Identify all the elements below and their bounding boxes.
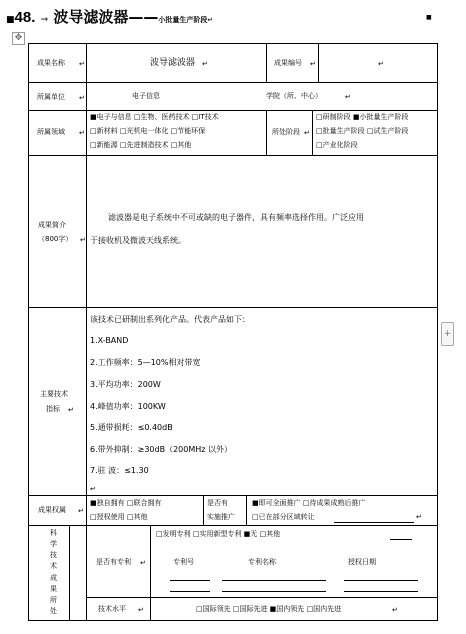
stage-options-2[interactable]: □批量生产阶段 □试生产阶段 — [316, 127, 409, 135]
cell-mark: ↵ — [90, 485, 96, 493]
cell-mark: ↵ — [78, 507, 84, 515]
cell-mark: ↵ — [392, 606, 398, 614]
side-char: 术 — [50, 562, 57, 570]
intro-text-line1[interactable]: 滤波器是电子系统中不可或缺的电子器件，具有频率选择作用。广泛应用 — [108, 213, 364, 222]
promo-options-2[interactable]: □已在部分区域转让 — [252, 513, 315, 521]
spec-line[interactable]: 3.平均功率：200W — [90, 380, 161, 389]
cell-mark: ↵ — [79, 94, 85, 102]
intro-label-count: （800字） — [38, 235, 73, 243]
promo-label-1: 是否有 — [207, 499, 228, 507]
cell-mark: ↵ — [80, 236, 86, 244]
cell-mark: ↵ — [345, 93, 351, 101]
cell-mark: ↵ — [68, 406, 74, 414]
cell-mark: ↵ — [140, 559, 146, 567]
field-options-3[interactable]: □新能源 □先进制造技术 □其他 — [90, 141, 192, 149]
spec-line[interactable]: 5.通带损耗：≤0.40dB — [90, 423, 173, 432]
patent-date-label: 授权日期 — [348, 558, 376, 566]
spec-label-2: 指标 — [46, 405, 60, 413]
title-bullet: ■ — [6, 15, 15, 25]
field-options-1[interactable]: ■电子与信息 □生物、医药技术 □IT技术 — [90, 113, 219, 121]
patent-name-field[interactable] — [222, 580, 326, 581]
patent-name-label: 专利名称 — [248, 558, 276, 566]
rights-options-2[interactable]: □授权使用 □其他 — [90, 513, 148, 521]
patent-no-field[interactable] — [170, 591, 210, 592]
patent-date-field[interactable] — [344, 591, 418, 592]
cell-mark: ↵ — [79, 60, 85, 68]
stage-label: 所处阶段 — [272, 128, 300, 136]
stage-options-1[interactable]: □研制阶段 ■小批量生产阶段 — [316, 113, 409, 121]
side-char: 学 — [50, 540, 57, 548]
name-label: 成果名称 — [37, 59, 65, 67]
title-text: 波导滤波器 — [53, 8, 129, 26]
code-label: 成果编号 — [274, 59, 302, 67]
patent-options[interactable]: □发明专利 □实用新型专利 ■无 □其他 — [156, 530, 281, 538]
rights-label: 成果权属 — [38, 506, 66, 514]
title-subtitle: 小批量生产阶段 — [158, 16, 208, 24]
patent-label: 是否有专利 — [96, 558, 131, 566]
cell-mark: ↵ — [79, 129, 85, 137]
side-char: 果 — [50, 585, 57, 593]
side-char: 技 — [50, 551, 57, 559]
unit-value-suffix: 学院（所、中心） — [266, 92, 322, 100]
promo-options-1[interactable]: ■即可全面推广 □待成果成熟后推广 — [252, 499, 366, 507]
cell-mark: ↵ — [304, 129, 310, 137]
patent-no-label: 专利号 — [173, 558, 194, 566]
stage-options-3[interactable]: □产业化阶段 — [316, 141, 358, 149]
paragraph-mark: ↵ — [207, 16, 214, 24]
side-scroll-handle[interactable]: + — [441, 322, 454, 346]
field-label: 所属领域 — [37, 128, 65, 136]
cell-mark: ↵ — [310, 60, 316, 68]
tab-arrow: → — [40, 15, 49, 25]
cell-mark: ↵ — [378, 60, 384, 68]
side-char: 所 — [50, 596, 57, 604]
level-options[interactable]: □国际领先 □国际先进 ■国内领先 □国内先进 — [196, 605, 342, 613]
intro-text-line2[interactable]: 于接收机及微波天线系统。 — [90, 236, 186, 245]
right-bullet: ■ — [426, 14, 432, 21]
spec-line[interactable]: 1.X-BAND — [90, 336, 129, 345]
unit-value[interactable]: 电子信息 — [132, 92, 160, 100]
side-char: 科 — [50, 529, 57, 537]
promo-underline — [334, 522, 414, 523]
spec-line[interactable]: 7.驻 波：≤1.30 — [90, 466, 149, 475]
document-title — [6, 6, 213, 27]
name-value[interactable]: 波导滤波器 — [150, 58, 196, 68]
promo-label-2: 实施推广 — [207, 513, 235, 521]
spec-line[interactable]: 该技术已研制出系列化产品。代表产品如下： — [90, 315, 250, 324]
field-options-2[interactable]: □新材料 □光机电一体化 □节能环保 — [90, 127, 206, 135]
unit-label: 所属单位 — [37, 93, 65, 101]
cell-mark: ↵ — [202, 60, 208, 68]
side-char: 处 — [50, 607, 57, 615]
patent-no-field[interactable] — [170, 580, 210, 581]
patent-name-field[interactable] — [222, 591, 326, 592]
intro-label: 成果简介 — [38, 221, 66, 229]
patent-other-underline — [390, 539, 412, 540]
spec-line[interactable]: 2.工作频率：5—10%相对带宽 — [90, 358, 201, 367]
patent-date-field[interactable] — [344, 580, 418, 581]
title-dash: —— — [128, 8, 159, 26]
cell-mark: ↵ — [416, 513, 422, 521]
spec-line[interactable]: 6.带外抑制：≥30dB（200MHz 以外） — [90, 445, 233, 454]
table-move-handle[interactable]: ✥ — [12, 32, 25, 45]
section-number: 48. — [14, 9, 36, 26]
side-char: 成 — [50, 574, 57, 582]
spec-line[interactable]: 4.峰值功率：100KW — [90, 402, 166, 411]
cell-mark: ↵ — [138, 606, 144, 614]
spec-label: 主要技术 — [40, 390, 68, 398]
level-label: 技术水平 — [98, 605, 126, 613]
rights-options-1[interactable]: ■独自拥有 □联合拥有 — [90, 499, 162, 507]
